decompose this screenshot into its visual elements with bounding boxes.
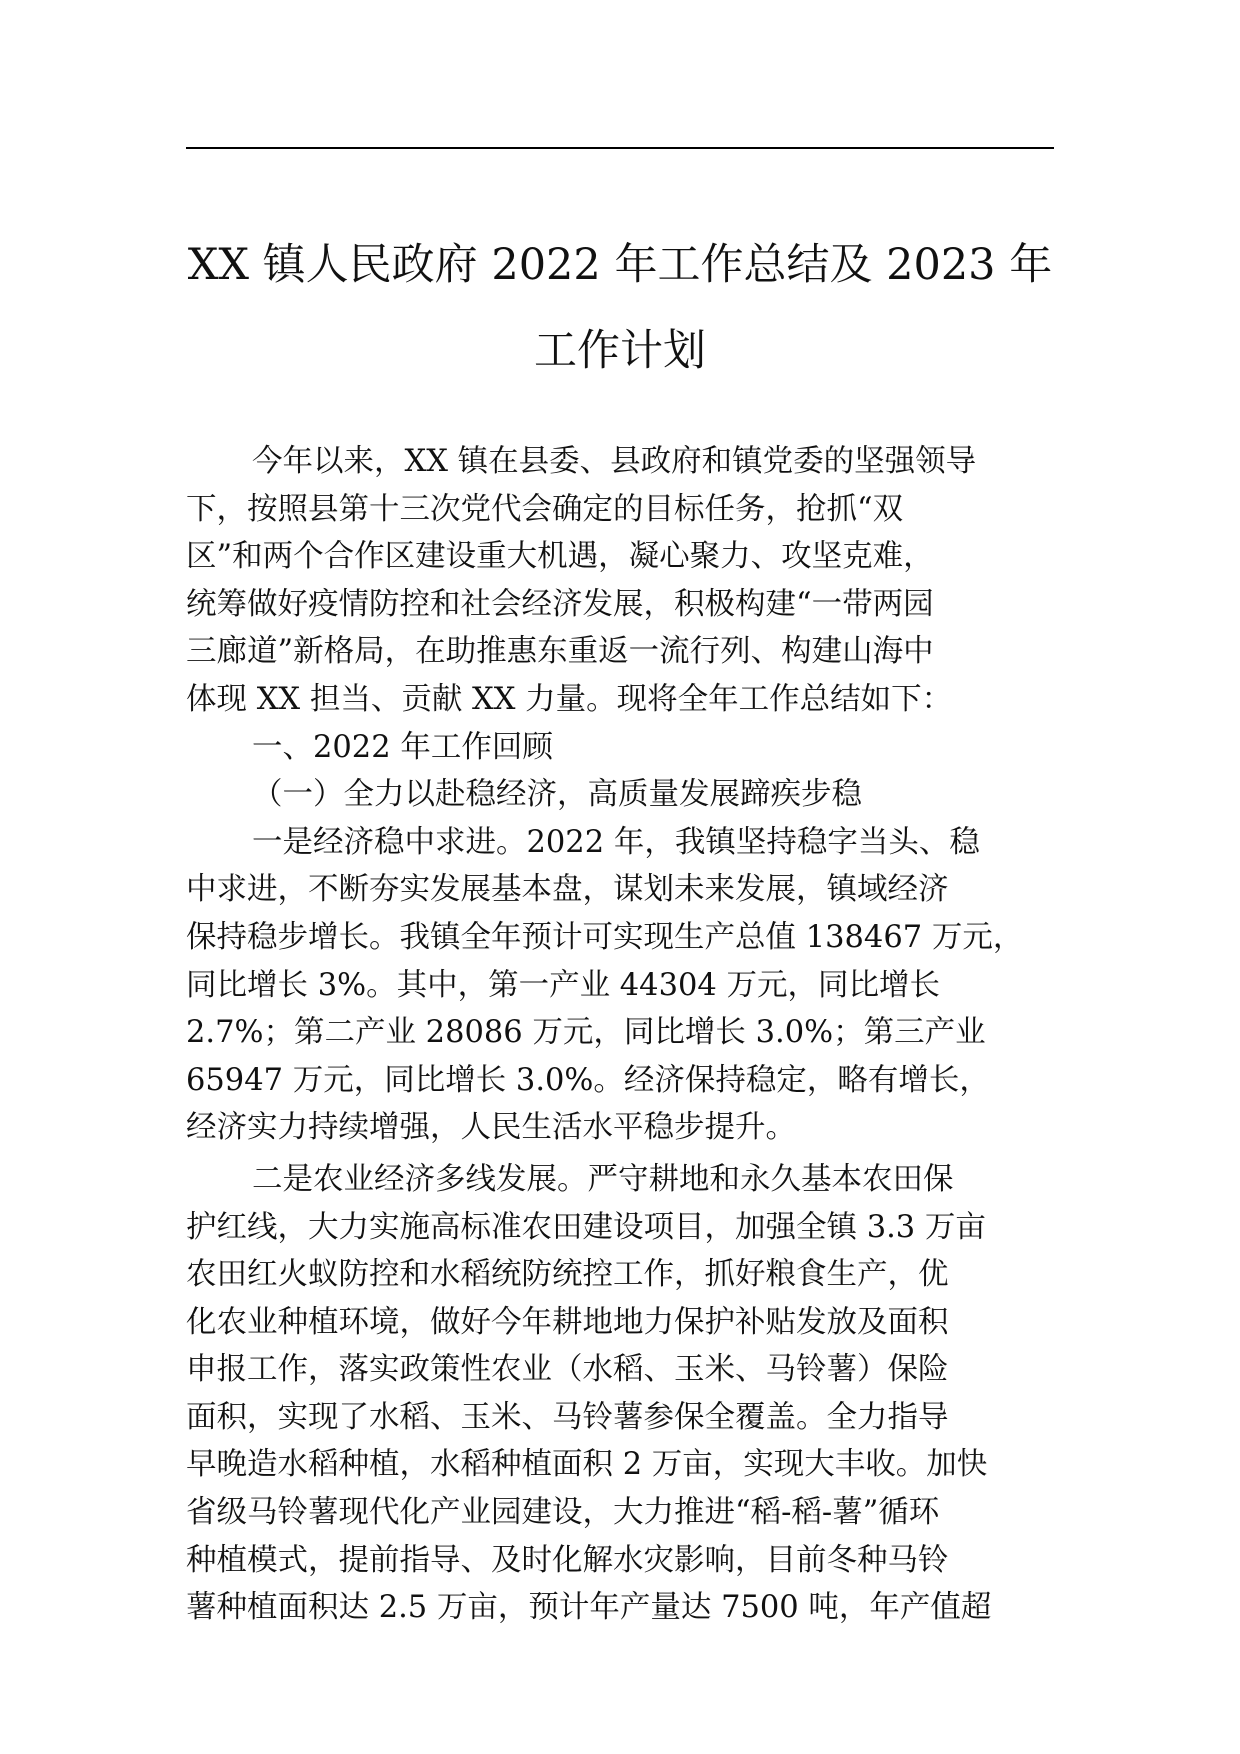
body-line: 三廊道”新格局，在助推惠东重返一流行列、构建山海中 xyxy=(186,634,934,670)
title-line-1: XX 镇人民政府 2022 年工作总结及 2023 年 xyxy=(187,240,1053,290)
title-line-2: 工作计划 xyxy=(534,326,706,376)
body-line: 种植模式，提前指导、及时化解水灾影响，目前冬种马铃 xyxy=(186,1542,949,1578)
body-line: 下，按照县第十三次党代会确定的目标任务，抢抓“双 xyxy=(186,491,904,527)
body-line: 今年以来，XX 镇在县委、县政府和镇党委的坚强领导 xyxy=(252,444,977,479)
body-line: 申报工作，落实政策性农业（水稻、玉米、马铃薯）保险 xyxy=(186,1352,949,1388)
body-line: 薯种植面积达 2.5 万亩，预计年产量达 7500 吨，年产值超 xyxy=(186,1590,992,1626)
body-line: 面积，实现了水稻、玉米、马铃薯参保全覆盖。全力指导 xyxy=(186,1399,949,1435)
body-line: 二是农业经济多线发展。严守耕地和永久基本农田保 xyxy=(252,1161,954,1197)
section-heading: 一、2022 年工作回顾 xyxy=(252,729,553,765)
body-line: 65947 万元，同比增长 3.0%。经济保持稳定，略有增长， xyxy=(186,1062,990,1098)
body-line: 经济实力持续增强，人民生活水平稳步提升。 xyxy=(186,1110,796,1146)
body-line: 早晚造水稻种植，水稻种植面积 2 万亩，实现大丰收。加快 xyxy=(186,1447,988,1483)
body-line: 省级马铃薯现代化产业园建设，大力推进“稻-稻-薯”循环 xyxy=(186,1495,940,1531)
body-line: 区”和两个合作区建设重大机遇，凝心聚力、攻坚克难， xyxy=(186,539,934,575)
document-body xyxy=(186,438,1054,1632)
body-line: 保持稳步增长。我镇全年预计可实现生产总值 138467 万元， xyxy=(186,919,1024,955)
header-rule xyxy=(186,147,1054,149)
body-line: 化农业种植环境，做好今年耕地地力保护补贴发放及面积 xyxy=(186,1304,949,1340)
body-line: 护红线，大力实施高标准农田建设项目，加强全镇 3.3 万亩 xyxy=(186,1209,986,1245)
body-line: 农田红火蚁防控和水稻统防统控工作，抓好粮食生产，优 xyxy=(186,1257,949,1293)
body-line: 2.7%；第二产业 28086 万元，同比增长 3.0%；第三产业 xyxy=(186,1015,986,1051)
body-line: 同比增长 3%。其中，第一产业 44304 万元，同比增长 xyxy=(186,967,940,1003)
body-line: 体现 XX 担当、贡献 XX 力量。现将全年工作总结如下： xyxy=(186,681,953,717)
body-line: 中求进，不断夯实发展基本盘，谋划未来发展，镇域经济 xyxy=(186,872,949,908)
body-line: 一是经济稳中求进。2022 年，我镇坚持稳字当头、稳 xyxy=(252,824,980,860)
body-line: 统筹做好疫情防控和社会经济发展，积极构建“一带两园 xyxy=(186,586,934,622)
subsection-heading: （一）全力以赴稳经济，高质量发展蹄疾步稳 xyxy=(252,777,862,813)
document-title xyxy=(150,222,1090,394)
